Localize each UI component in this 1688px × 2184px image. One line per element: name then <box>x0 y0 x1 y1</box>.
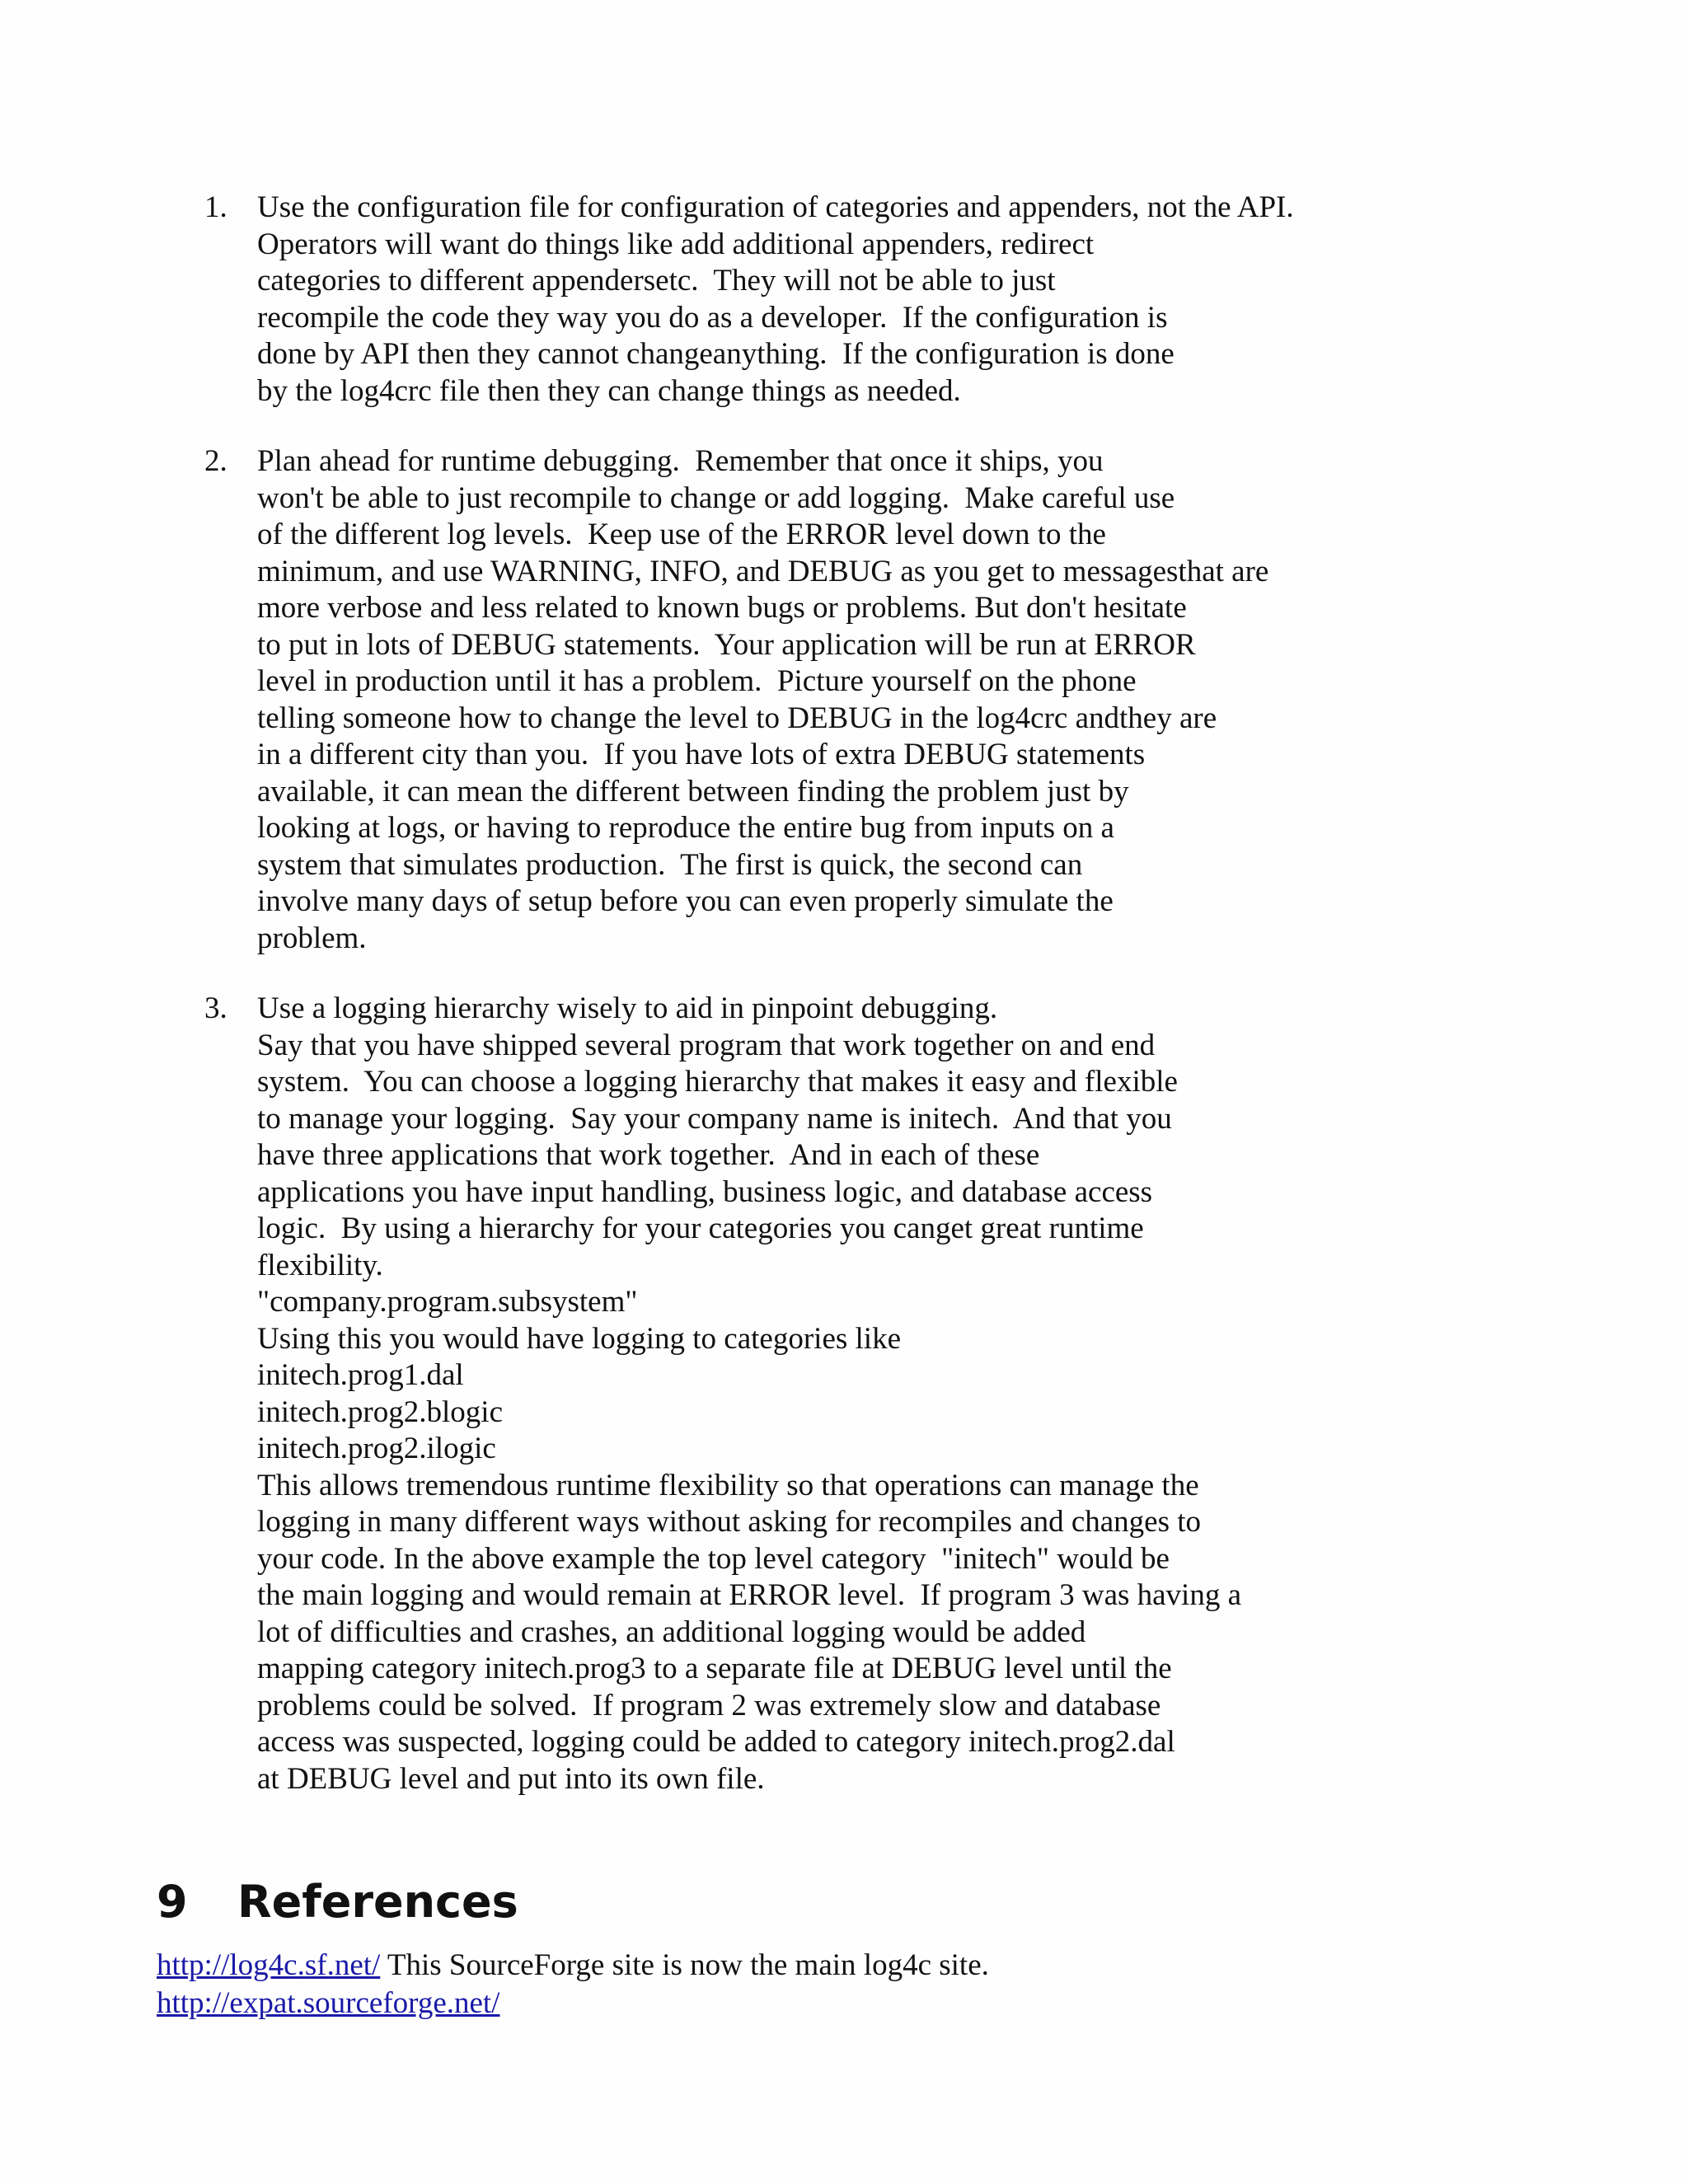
text-line: Operators will want do things like add additional appenders, redirect <box>257 227 1095 261</box>
text-line: access was suspected, logging could be added to category initech.prog2.dal <box>257 1725 1175 1759</box>
reference-link[interactable]: http://log4c.sf.net/ <box>157 1948 381 1982</box>
text-line: flexibility. <box>257 1248 383 1282</box>
text-line: your code. In the above example the top level category "initech" would be <box>257 1541 1170 1576</box>
text-line: the main logging and would remain at ERROR level. If program 3 was having a <box>257 1578 1242 1612</box>
list-item-text <box>257 190 1441 410</box>
text-line: level in production until it has a problem. Picture yourself on the phone <box>257 664 1137 698</box>
text-line: Using this you would have logging to categories like <box>257 1321 901 1356</box>
text-line: involve many days of setup before you can even properly simulate the <box>257 884 1114 918</box>
text-line: initech.prog1.dal <box>257 1358 464 1392</box>
reference-link[interactable]: http://expat.sourceforge.net/ <box>157 1986 500 2020</box>
text-line: available, it can mean the different between finding the problem just by <box>257 774 1129 808</box>
text-line: "company.program.subsystem" <box>257 1285 638 1319</box>
numbered-list <box>204 190 1441 1831</box>
reference-description: This SourceForge site is now the main log4c site. <box>380 1948 989 1982</box>
text-line: by the log4crc file then they can change things as needed. <box>257 373 961 408</box>
list-item <box>204 991 1441 1797</box>
text-line: of the different log levels. Keep use of the ERROR level down to the <box>257 518 1106 551</box>
reference-line <box>157 1947 989 1985</box>
text-line: This allows tremendous runtime flexibility so that operations can manage the <box>257 1468 1199 1502</box>
text-line: to put in lots of DEBUG statements. Your application will be run at ERROR <box>257 627 1196 662</box>
text-line: won't be able to just recompile to change or add logging. Make careful use <box>257 480 1175 515</box>
text-line: logic. By using a hierarchy for your categories you canget great runtime <box>257 1212 1144 1245</box>
text-line: lot of difficulties and crashes, an additional logging would be added <box>257 1615 1086 1649</box>
reference-line <box>157 1985 989 2022</box>
text-line: Use the configuration file for configuration of categories and appenders, not the API. <box>257 190 1294 224</box>
text-line: telling someone how to change the level to DEBUG in the log4crc andthey are <box>257 701 1217 735</box>
text-line: more verbose and less related to known bugs or problems. But don't hesitate <box>257 591 1187 625</box>
references-list <box>157 1947 989 2022</box>
list-item-text <box>257 443 1441 957</box>
text-line: problems could be solved. If program 2 was extremely slow and database <box>257 1688 1161 1722</box>
text-line: logging in many different ways without asking for recompiles and changes to <box>257 1505 1202 1539</box>
list-item <box>204 190 1441 410</box>
text-line: minimum, and use WARNING, INFO, and DEBUG as you get to messagesthat are <box>257 554 1269 588</box>
list-item <box>204 443 1441 957</box>
text-line: looking at logs, or having to reproduce the entire bug from inputs on a <box>257 811 1114 845</box>
text-line: categories to different appendersetc. They will not be able to just <box>257 264 1056 298</box>
text-line: initech.prog2.ilogic <box>257 1432 496 1465</box>
text-line: to manage your logging. Say your company name is initech. And that you <box>257 1101 1172 1136</box>
text-line: applications you have input handling, business logic, and database access <box>257 1174 1153 1209</box>
text-line: Say that you have shipped several program that work together on and end <box>257 1028 1156 1062</box>
text-line: system that simulates production. The first is quick, the second can <box>257 847 1083 882</box>
list-item-number: 3. <box>204 991 227 1025</box>
text-line: recompile the code they way you do as a developer. If the configuration is <box>257 300 1168 335</box>
text-line: at DEBUG level and put into its own file. <box>257 1761 765 1796</box>
text-line: have three applications that work together. And in each of these <box>257 1138 1040 1172</box>
section-heading <box>157 1869 518 1935</box>
text-line: in a different city than you. If you have lots of extra DEBUG statements <box>257 738 1146 771</box>
text-line: initech.prog2.blogic <box>257 1394 503 1429</box>
text-line: Use a logging hierarchy wisely to aid in pinpoint debugging. <box>257 991 998 1025</box>
text-line: problem. <box>257 921 367 955</box>
text-line: mapping category initech.prog3 to a separate file at DEBUG level until the <box>257 1652 1172 1685</box>
section-number: 9 <box>157 1876 188 1928</box>
text-line: system. You can choose a logging hierarchy that makes it easy and flexible <box>257 1065 1178 1099</box>
list-item-number: 2. <box>204 444 227 478</box>
text-line: Plan ahead for runtime debugging. Remember that once it ships, you <box>257 444 1104 478</box>
list-item-number: 1. <box>204 190 227 224</box>
list-item-text <box>257 991 1441 1797</box>
text-line: done by API then they cannot changeanything. If the configuration is done <box>257 337 1175 371</box>
section-title: References <box>237 1876 518 1928</box>
